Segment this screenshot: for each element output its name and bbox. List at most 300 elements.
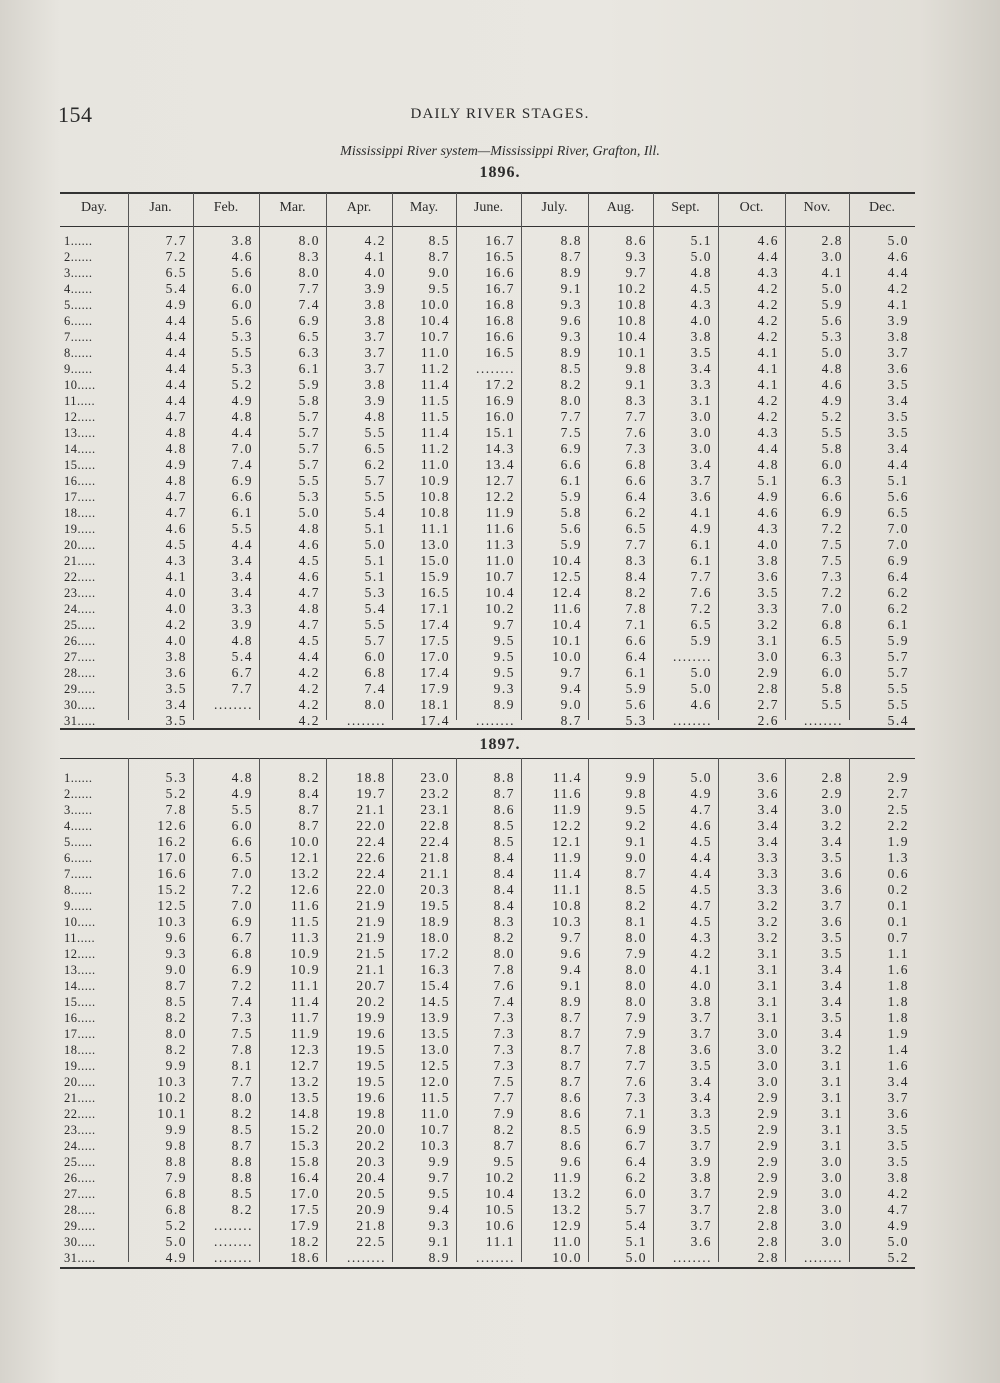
stage-value: 6.8 xyxy=(165,1202,187,1217)
stage-value: 4.6 xyxy=(165,521,187,536)
column-header: Dec. xyxy=(868,200,896,215)
month-column xyxy=(853,770,909,1266)
stage-value: 5.9 xyxy=(821,297,843,312)
stage-value: 19.5 xyxy=(356,1058,386,1073)
stage-value: 7.8 xyxy=(493,962,515,977)
stage-value: 9.1 xyxy=(625,834,647,849)
stage-value: 21.9 xyxy=(356,914,386,929)
stage-value: 9.0 xyxy=(428,265,450,280)
stage-value: 3.6 xyxy=(757,786,779,801)
stage-value: 8.7 xyxy=(298,802,320,817)
stage-value: 7.8 xyxy=(231,1042,253,1057)
stage-value: 6.3 xyxy=(821,649,843,664)
stage-value: 8.3 xyxy=(625,553,647,568)
stage-value: 6.8 xyxy=(165,1186,187,1201)
stage-value: 16.4 xyxy=(290,1170,320,1185)
stage-value: 6.5 xyxy=(625,521,647,536)
column-divider xyxy=(456,193,457,720)
stage-value: 3.2 xyxy=(757,914,779,929)
stage-value: 8.6 xyxy=(493,802,515,817)
stage-value: 9.1 xyxy=(625,377,647,392)
stage-value: 4.3 xyxy=(757,521,779,536)
day-label: 31..... xyxy=(64,714,96,728)
stage-value: 4.4 xyxy=(165,329,187,344)
stage-value: 9.4 xyxy=(428,1202,450,1217)
stage-value: 7.3 xyxy=(625,1090,647,1105)
stage-value: 5.0 xyxy=(165,1234,187,1249)
stage-value: ........ xyxy=(214,1218,253,1233)
stage-value: 5.6 xyxy=(887,489,909,504)
stage-value: 6.9 xyxy=(231,962,253,977)
stage-value: 4.4 xyxy=(887,265,909,280)
stage-value: 19.9 xyxy=(356,1010,386,1025)
stage-value: 12.6 xyxy=(290,882,320,897)
stage-value: 3.6 xyxy=(690,1042,712,1057)
column-header: Mar. xyxy=(279,200,306,215)
stage-value: 5.1 xyxy=(887,473,909,488)
day-column xyxy=(64,770,124,1266)
stage-value: 3.2 xyxy=(821,1042,843,1057)
day-label: 3...... xyxy=(64,803,93,817)
stage-value: 5.3 xyxy=(231,329,253,344)
stage-value: 1.6 xyxy=(887,1058,909,1073)
day-label: 5...... xyxy=(64,298,93,312)
stage-value: 7.7 xyxy=(690,569,712,584)
stage-value: 4.0 xyxy=(364,265,386,280)
day-label: 18..... xyxy=(64,506,96,520)
day-label: 21..... xyxy=(64,1091,96,1105)
stage-value: 3.5 xyxy=(821,1010,843,1025)
stage-value: 5.7 xyxy=(625,1202,647,1217)
stage-value: ........ xyxy=(476,713,515,728)
stage-value: 3.7 xyxy=(364,329,386,344)
column-header: Feb. xyxy=(213,200,239,215)
column-headers xyxy=(0,200,1000,220)
stage-value: 10.3 xyxy=(157,914,187,929)
column-divider xyxy=(259,193,260,720)
stage-value: 3.1 xyxy=(757,994,779,1009)
stage-value: 3.1 xyxy=(690,393,712,408)
stage-value: 8.6 xyxy=(560,1090,582,1105)
stage-value: 1.8 xyxy=(887,978,909,993)
stage-value: 6.1 xyxy=(887,617,909,632)
stage-value: 4.4 xyxy=(690,850,712,865)
stage-value: 9.5 xyxy=(493,665,515,680)
day-label: 10..... xyxy=(64,915,96,929)
stage-value: 17.2 xyxy=(485,377,515,392)
stage-value: 6.0 xyxy=(231,818,253,833)
stage-value: 5.9 xyxy=(887,633,909,648)
stage-value: 5.5 xyxy=(298,473,320,488)
month-column xyxy=(330,770,386,1266)
month-column xyxy=(853,233,909,729)
stage-value: 12.2 xyxy=(485,489,515,504)
stage-value: 0.6 xyxy=(887,866,909,881)
stage-value: ........ xyxy=(673,649,712,664)
stage-value: 3.7 xyxy=(364,361,386,376)
stage-value: 19.5 xyxy=(356,1074,386,1089)
stage-value: 3.0 xyxy=(821,1218,843,1233)
stage-value: 10.0 xyxy=(420,297,450,312)
stage-value: 11.0 xyxy=(420,1106,450,1121)
stage-value: 5.7 xyxy=(887,665,909,680)
stage-value: 9.7 xyxy=(428,1170,450,1185)
stage-value: 10.2 xyxy=(485,601,515,616)
stage-value: 3.8 xyxy=(690,329,712,344)
stage-value: 8.7 xyxy=(231,1138,253,1153)
stage-value: 2.9 xyxy=(757,1170,779,1185)
month-column xyxy=(197,233,253,729)
stage-value: 9.7 xyxy=(625,265,647,280)
stage-value: 8.0 xyxy=(493,946,515,961)
stage-value: ........ xyxy=(804,713,843,728)
stage-value: 15.0 xyxy=(420,553,450,568)
stage-value: 9.3 xyxy=(560,329,582,344)
stage-value: 5.0 xyxy=(690,665,712,680)
stage-value: 6.0 xyxy=(625,1186,647,1201)
stage-value: 7.6 xyxy=(493,978,515,993)
stage-value: 6.1 xyxy=(690,537,712,552)
stage-value: 16.8 xyxy=(485,313,515,328)
stage-value: 19.6 xyxy=(356,1026,386,1041)
stage-value: 4.7 xyxy=(887,1202,909,1217)
stage-value: 8.8 xyxy=(231,1154,253,1169)
stage-value: 8.0 xyxy=(165,1026,187,1041)
day-label: 3...... xyxy=(64,266,93,280)
stage-value: 8.3 xyxy=(625,393,647,408)
stage-value: 9.3 xyxy=(428,1218,450,1233)
day-label: 6...... xyxy=(64,314,93,328)
stage-value: 7.8 xyxy=(625,1042,647,1057)
month-column xyxy=(592,233,647,729)
month-column xyxy=(460,233,515,729)
stage-value: 4.2 xyxy=(298,681,320,696)
stage-value: 9.7 xyxy=(493,617,515,632)
stage-value: 16.3 xyxy=(420,962,450,977)
stage-value: 3.8 xyxy=(887,1170,909,1185)
stage-value: 6.5 xyxy=(298,329,320,344)
column-divider xyxy=(785,758,786,1262)
stage-value: 4.3 xyxy=(690,297,712,312)
stage-value: 7.0 xyxy=(887,521,909,536)
stage-value: 3.5 xyxy=(690,1122,712,1137)
stage-value: 7.3 xyxy=(231,1010,253,1025)
stage-value: 10.2 xyxy=(157,1090,187,1105)
stage-value: 20.2 xyxy=(356,994,386,1009)
stage-value: 10.1 xyxy=(552,633,582,648)
stage-value: 13.4 xyxy=(485,457,515,472)
stage-value: 7.8 xyxy=(165,802,187,817)
stage-value: 15.1 xyxy=(485,425,515,440)
stage-value: 11.9 xyxy=(552,1170,582,1185)
stage-value: 6.7 xyxy=(625,1138,647,1153)
stage-value: 2.9 xyxy=(887,770,909,785)
day-label: 2...... xyxy=(64,787,93,801)
stage-value: 4.6 xyxy=(887,249,909,264)
stage-value: 2.7 xyxy=(757,697,779,712)
stage-value: 4.2 xyxy=(298,665,320,680)
stage-value: 4.8 xyxy=(165,473,187,488)
stage-value: 6.6 xyxy=(625,633,647,648)
stage-value: 6.2 xyxy=(625,1170,647,1185)
stage-value: 4.4 xyxy=(231,537,253,552)
stage-value: 3.2 xyxy=(821,818,843,833)
stage-value: 5.9 xyxy=(298,377,320,392)
stage-value: 7.3 xyxy=(821,569,843,584)
month-column xyxy=(263,233,320,729)
day-label: 26..... xyxy=(64,1171,96,1185)
day-label: 16..... xyxy=(64,1011,96,1025)
day-label: 22..... xyxy=(64,1107,96,1121)
stage-value: 7.0 xyxy=(231,866,253,881)
stage-value: 7.0 xyxy=(231,898,253,913)
stage-value: 3.8 xyxy=(690,994,712,1009)
stage-value: 9.9 xyxy=(165,1058,187,1073)
stage-value: 4.2 xyxy=(757,297,779,312)
stage-value: 5.1 xyxy=(757,473,779,488)
stage-value: 17.2 xyxy=(420,946,450,961)
stage-value: 3.3 xyxy=(757,882,779,897)
stage-value: 17.9 xyxy=(290,1218,320,1233)
stage-value: 11.9 xyxy=(485,505,515,520)
stage-value: 8.0 xyxy=(231,1090,253,1105)
stage-value: 3.5 xyxy=(887,425,909,440)
stage-value: 3.0 xyxy=(690,409,712,424)
stage-value: 3.9 xyxy=(690,1154,712,1169)
stage-value: 6.8 xyxy=(625,457,647,472)
stage-value: 6.6 xyxy=(625,473,647,488)
stage-value: 2.8 xyxy=(821,233,843,248)
stage-value: ........ xyxy=(347,713,386,728)
stage-value: 10.7 xyxy=(485,569,515,584)
column-divider xyxy=(456,758,457,1262)
stage-value: 3.1 xyxy=(821,1058,843,1073)
stage-value: 2.8 xyxy=(757,1218,779,1233)
stage-value: 4.7 xyxy=(165,489,187,504)
stage-value: 5.0 xyxy=(690,681,712,696)
column-divider xyxy=(653,758,654,1262)
stage-value: 13.2 xyxy=(290,1074,320,1089)
stage-value: 11.4 xyxy=(420,425,450,440)
stage-value: 10.8 xyxy=(420,489,450,504)
stage-value: 8.7 xyxy=(560,1058,582,1073)
stage-value: 4.8 xyxy=(757,457,779,472)
stage-value: 9.8 xyxy=(625,361,647,376)
stage-value: 11.7 xyxy=(290,1010,320,1025)
stage-value: 11.1 xyxy=(552,882,582,897)
stage-value: 3.5 xyxy=(821,930,843,945)
stage-value: 3.7 xyxy=(887,1090,909,1105)
stage-value: 8.5 xyxy=(560,361,582,376)
stage-value: 5.9 xyxy=(690,633,712,648)
stage-value: 4.3 xyxy=(757,425,779,440)
stage-value: 4.5 xyxy=(298,553,320,568)
stage-value: 12.6 xyxy=(157,818,187,833)
stage-value: 11.1 xyxy=(290,978,320,993)
stage-value: 4.3 xyxy=(165,553,187,568)
stage-value: 7.4 xyxy=(298,297,320,312)
stage-value: 7.4 xyxy=(364,681,386,696)
stage-value: 4.9 xyxy=(690,521,712,536)
stage-value: 16.9 xyxy=(485,393,515,408)
stage-value: 7.9 xyxy=(625,1010,647,1025)
stage-value: 11.1 xyxy=(420,521,450,536)
stage-value: 10.1 xyxy=(157,1106,187,1121)
stage-value: 5.8 xyxy=(821,681,843,696)
stage-value: 4.9 xyxy=(165,457,187,472)
stage-value: 20.3 xyxy=(420,882,450,897)
stage-value: 8.9 xyxy=(560,265,582,280)
stage-value: 3.1 xyxy=(821,1106,843,1121)
stage-value: 11.0 xyxy=(420,457,450,472)
stage-value: 4.1 xyxy=(165,569,187,584)
day-label: 29..... xyxy=(64,1219,96,1233)
stage-value: 12.9 xyxy=(552,1218,582,1233)
stage-value: 5.4 xyxy=(625,1218,647,1233)
stage-value: 6.1 xyxy=(690,553,712,568)
stage-value: 7.4 xyxy=(231,994,253,1009)
stage-value: 19.5 xyxy=(420,898,450,913)
stage-value: 4.4 xyxy=(231,425,253,440)
stage-value: 15.3 xyxy=(290,1138,320,1153)
day-label: 11..... xyxy=(64,394,96,408)
day-label: 8...... xyxy=(64,883,93,897)
stage-value: 3.0 xyxy=(821,1186,843,1201)
stage-value: 11.4 xyxy=(552,866,582,881)
stage-value: 1.1 xyxy=(887,946,909,961)
stage-value: 5.2 xyxy=(165,1218,187,1233)
column-header: July. xyxy=(541,200,568,215)
stage-value: 1.4 xyxy=(887,1042,909,1057)
day-label: 23..... xyxy=(64,1123,96,1137)
stage-value: 8.5 xyxy=(231,1186,253,1201)
stage-value: 11.5 xyxy=(290,914,320,929)
month-column xyxy=(132,233,187,729)
stage-value: 19.7 xyxy=(356,786,386,801)
stage-value: 3.3 xyxy=(757,850,779,865)
stage-value: 4.5 xyxy=(690,914,712,929)
stage-value: 21.1 xyxy=(356,962,386,977)
stage-value: 3.4 xyxy=(821,962,843,977)
stage-value: 3.8 xyxy=(364,313,386,328)
month-column xyxy=(722,233,779,729)
stage-value: 7.7 xyxy=(625,1058,647,1073)
stage-value: 10.4 xyxy=(552,617,582,632)
stage-value: 8.0 xyxy=(560,393,582,408)
stage-value: 6.6 xyxy=(231,489,253,504)
stage-value: 5.7 xyxy=(298,457,320,472)
stage-value: 6.0 xyxy=(231,297,253,312)
stage-value: 4.4 xyxy=(757,249,779,264)
stage-value: 1.6 xyxy=(887,962,909,977)
stage-value: 7.6 xyxy=(625,1074,647,1089)
stage-value: 2.9 xyxy=(821,786,843,801)
stage-value: 4.1 xyxy=(364,249,386,264)
stage-value: 17.0 xyxy=(157,850,187,865)
stage-value: 2.9 xyxy=(757,1154,779,1169)
stage-value: 8.2 xyxy=(231,1202,253,1217)
stage-value: 7.1 xyxy=(625,617,647,632)
stage-value: 16.7 xyxy=(485,281,515,296)
stage-value: 3.9 xyxy=(364,281,386,296)
stage-value: 10.6 xyxy=(485,1218,515,1233)
stage-value: 8.7 xyxy=(428,249,450,264)
stage-value: 4.6 xyxy=(690,818,712,833)
stage-value: 13.5 xyxy=(290,1090,320,1105)
column-divider xyxy=(718,193,719,720)
stage-value: 4.8 xyxy=(165,441,187,456)
stage-value: 4.1 xyxy=(690,505,712,520)
stage-value: 7.3 xyxy=(493,1010,515,1025)
stage-value: 3.4 xyxy=(231,585,253,600)
section-rule-lower xyxy=(60,758,915,759)
month-column xyxy=(525,233,582,729)
stage-value: 5.3 xyxy=(231,361,253,376)
month-column xyxy=(263,770,320,1266)
stage-value: 4.9 xyxy=(231,786,253,801)
stage-value: 7.7 xyxy=(625,537,647,552)
stage-value: 5.3 xyxy=(298,489,320,504)
stage-value: 10.4 xyxy=(485,585,515,600)
day-label: 18..... xyxy=(64,1043,96,1057)
stage-value: 3.7 xyxy=(690,1186,712,1201)
stage-value: 11.2 xyxy=(420,441,450,456)
stage-value: 8.8 xyxy=(165,1154,187,1169)
stage-value: 7.3 xyxy=(493,1058,515,1073)
day-label: 20..... xyxy=(64,1075,96,1089)
stage-value: 6.9 xyxy=(231,914,253,929)
stage-value: 2.5 xyxy=(887,802,909,817)
stage-value: 5.0 xyxy=(887,1234,909,1249)
stage-value: 6.3 xyxy=(298,345,320,360)
stage-value: 3.2 xyxy=(757,617,779,632)
stage-value: 3.0 xyxy=(821,1154,843,1169)
running-head: DAILY RIVER STAGES. xyxy=(410,106,590,122)
stage-value: 3.6 xyxy=(690,489,712,504)
stage-value: 9.1 xyxy=(560,978,582,993)
month-column xyxy=(396,770,450,1266)
stage-value: 3.4 xyxy=(690,457,712,472)
stage-value: 5.5 xyxy=(821,697,843,712)
stage-value: 11.6 xyxy=(552,786,582,801)
stage-value: 3.4 xyxy=(231,569,253,584)
stage-value: 5.4 xyxy=(165,281,187,296)
stage-value: 4.8 xyxy=(231,409,253,424)
stage-value: 5.3 xyxy=(165,770,187,785)
stage-value: 22.0 xyxy=(356,882,386,897)
stage-value: 8.7 xyxy=(560,713,582,728)
month-column xyxy=(525,770,582,1266)
stage-value: 16.0 xyxy=(485,409,515,424)
stage-value: 9.5 xyxy=(493,1154,515,1169)
stage-value: 4.7 xyxy=(165,505,187,520)
stage-value: 7.7 xyxy=(298,281,320,296)
stage-value: 3.4 xyxy=(821,834,843,849)
stage-value: 11.0 xyxy=(552,1234,582,1249)
stage-value: 8.9 xyxy=(428,1250,450,1265)
stage-value: 3.5 xyxy=(690,345,712,360)
stage-value: 4.4 xyxy=(757,441,779,456)
stage-value: 9.0 xyxy=(165,962,187,977)
stage-value: 5.7 xyxy=(364,473,386,488)
stage-value: 5.6 xyxy=(821,313,843,328)
day-label: 8...... xyxy=(64,346,93,360)
stage-value: 8.4 xyxy=(493,882,515,897)
stage-value: 3.4 xyxy=(690,361,712,376)
stage-value: 8.8 xyxy=(493,770,515,785)
day-label: 9...... xyxy=(64,362,93,376)
stage-value: 8.1 xyxy=(231,1058,253,1073)
